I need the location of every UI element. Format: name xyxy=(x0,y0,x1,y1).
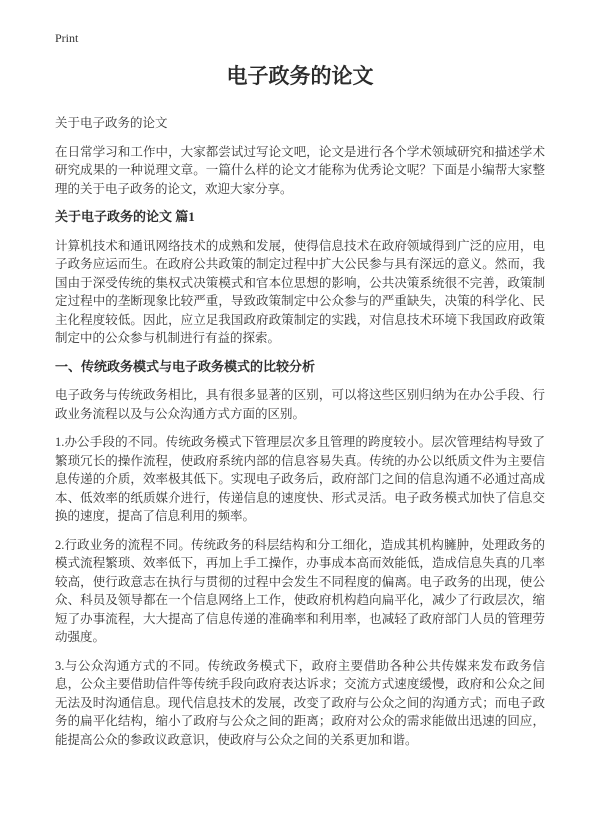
print-link[interactable]: Print xyxy=(55,31,79,45)
point3-paragraph: 3.与公众沟通方式的不同。传统政务模式下，政府主要借助各种公共传媒来发布政务信息，公众主要借助信件等传统手段向政府表达诉求；交流方式速度缓慢，政府和公众之间无法及时沟通信息。现代信息技术的发展，改变了政府与公众之间的沟通方式；而电子政务的扁平化结构，缩小了政府与公众之间的距离；政府对公众的需求能做出迅速的回应，能提高公众的参政议政意识，使政府与公众之间的关系更加和谐。 xyxy=(55,658,545,747)
section2-intro-paragraph: 电子政务与传统政务相比，具有很多显著的区别，可以将这些区别归纳为在办公手段、行政业务流程以及与公众沟通方式方面的区别。 xyxy=(55,388,545,421)
section1-heading: 关于电子政务的论文 篇1 xyxy=(55,209,195,224)
intro-paragraph: 在日常学习和工作中，大家都尝试过写论文吧，论文是进行各个学术领域研究和描述学术研究成果的一种说理文章。一篇什么样的论文才能称为优秀论文呢？下面是小编帮大家整理的关于电子政务的论文，欢迎大家分享。 xyxy=(55,144,545,196)
point2-paragraph: 2.行政业务的流程不同。传统政务的科层结构和分工细化，造成其机构臃肿，处理政务的模式流程繁琐、效率低下，再加上手工操作，办事成本高而效能低，造成信息失真的几率较高，使行政意志在执行与贯彻的过程中会发生不同程度的偏离。电子政务的出现，使公众、科员及领导都在一个信息网络上工作，使政府机构趋向扁平化，减少了行政层次，缩短了办事流程，大大提高了信息传递的准确率和利用率，也减轻了政府部门人员的管理劳动强度。 xyxy=(55,537,545,644)
document-subtitle: 关于电子政务的论文 xyxy=(55,116,168,130)
section2-heading: 一、传统政务模式与电子政务模式的比较分析 xyxy=(55,358,316,374)
section1-paragraph: 计算机技术和通讯网络技术的成熟和发展，使得信息技术在政府领域得到广泛的应用，电子政务应运而生。在政府公共政策的制定过程中扩大公民参与具有深远的意义。然而，我国由于深受传统的集权式决策模式和官本位思想的影响，公共决策系统很不完善，政策制定过程中的垄断现象比较严重，导致政策制定中公众参与的严重缺失，决策的科学化、民主化程度较低。因此，应立足我国政府政策制定的实践，对信息技术环境下我国政府政策制定中的公众参与机制进行有益的探索。 xyxy=(55,238,545,345)
point1-paragraph: 1.办公手段的不同。传统政务模式下管理层次多且管理的跨度较小。层次管理结构导致了繁琐冗长的操作流程，使政府系统内部的信息容易失真。传统的办公以纸质文件为主要信息传递的介质，效率极其低下。实现电子政务后，政府部门之间的信息沟通不必通过高成本、低效率的纸质媒介进行，传递信息的速度快、形式灵活。电子政务模式加快了信息交换的速度，提高了信息利用的频率。 xyxy=(55,435,545,523)
page-title: 电子政务的论文 xyxy=(226,64,374,88)
